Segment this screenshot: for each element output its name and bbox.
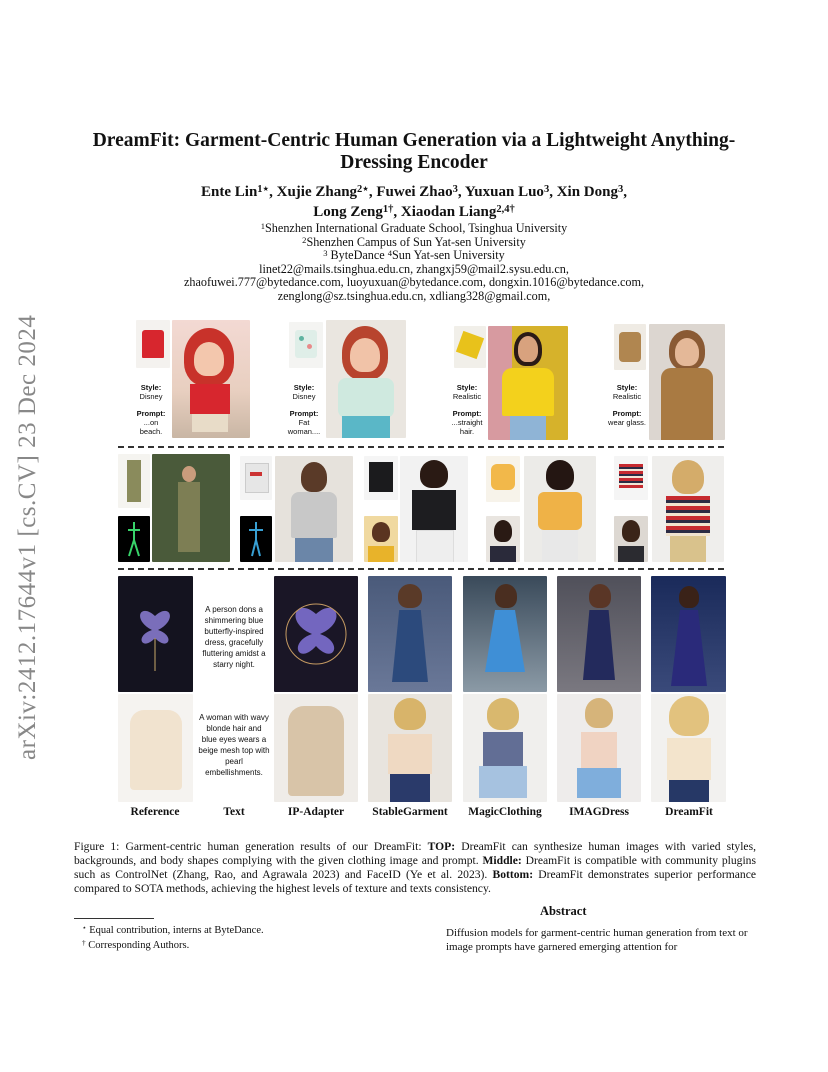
reference-image-mesh-top bbox=[118, 694, 193, 802]
column-label-dreamfit: DreamFit bbox=[665, 806, 713, 818]
footnote-rule bbox=[74, 918, 154, 919]
generated-image-floral-crop-face bbox=[524, 456, 596, 562]
face-image-faceid-1 bbox=[364, 516, 398, 562]
style-prompt-label-2: Style: Disney Prompt: Fat woman.... bbox=[287, 383, 321, 436]
author-line-2: Long Zeng$^{1\dagger}$, Xiaodan Liang$^{2,4\dagger}$ bbox=[313, 204, 515, 220]
generated-image-disney-beach bbox=[172, 320, 250, 438]
face-image-faceid-3 bbox=[614, 516, 648, 562]
column-label-stablegarment: StableGarment bbox=[372, 806, 448, 818]
author: Ente Lin$^{1⋆}$ bbox=[201, 184, 270, 200]
style-prompt-label-1: Style: Disney Prompt: ...on beach. bbox=[136, 383, 166, 436]
section-divider-bottom bbox=[118, 568, 724, 570]
author: Fuwei Zhao$^3$ bbox=[376, 184, 458, 200]
column-label-text: Text bbox=[223, 806, 245, 818]
stablegarment-result-butterfly bbox=[368, 576, 452, 692]
author: Xiaodan Liang$^{2,4\dagger}$ bbox=[400, 204, 515, 220]
generated-image-grey-tee-pose bbox=[275, 456, 353, 562]
affiliation: $^1$Shenzhen International Graduate School, Tsinghua University bbox=[260, 221, 568, 235]
garment-image-patterned-jacket bbox=[614, 324, 646, 370]
magicclothing-result-mesh-top bbox=[463, 694, 547, 802]
dreamfit-result-mesh-top bbox=[651, 694, 726, 802]
ipadapter-result-butterfly bbox=[274, 576, 358, 692]
style-prompt-label-4: Style: Realistic Prompt: wear glass. bbox=[608, 383, 646, 427]
imagdress-result-butterfly bbox=[557, 576, 641, 692]
affiliation: $^2$Shenzhen Campus of Sun Yat-sen University bbox=[302, 234, 526, 249]
generated-image-striped-face bbox=[652, 456, 724, 562]
generated-image-realistic-yellow bbox=[488, 326, 568, 440]
column-label-ip-adapter: IP-Adapter bbox=[287, 806, 345, 818]
generated-image-realistic-glasses bbox=[649, 324, 725, 440]
style-prompt-label-3: Style: Realistic Prompt: ...straight hair. bbox=[451, 383, 483, 436]
garment-image-floral-tee bbox=[289, 322, 323, 368]
affiliations bbox=[60, 222, 768, 303]
abstract-heading: Abstract bbox=[540, 904, 587, 918]
email-line: zenglong@sz.tsinghua.edu.cn, xdliang328@gmail.com, bbox=[277, 288, 551, 303]
column-label-imagdress: IMAGDress bbox=[569, 806, 629, 818]
email-line: zhaofuwei.777@bytedance.com, luoyuxuan@bytedance.com, dongxin.1016@bytedance.com, bbox=[183, 275, 645, 289]
author: Xujie Zhang$^{2⋆}$ bbox=[276, 184, 369, 200]
prompt-text-mesh-top: A woman with wavy blonde hair and blue eyes wears a beige mesh top with pearl embellishments. bbox=[198, 713, 270, 777]
figure-caption: Figure 1: Garment-centric human generation results of our DreamFit: TOP: DreamFit can synthesize human images with varied styles, backgrounds, and body shapes complying with the given clothing image and prompt. Middle: DreamFit is compatible with community plugins such as ControlNet (Zhang, Rao, and Agrawala 2023) and FaceID (Ye et al. 2023). Bottom: DreamFit demonstrates superior performance compared to SOTA methods, achieving the highest levels of texture and texts consistency. bbox=[74, 840, 756, 895]
reference-image-butterfly-dress bbox=[118, 576, 193, 692]
footnote-equal-contribution: ⋆ Equal contribution, interns at ByteDance. bbox=[82, 923, 264, 936]
arxiv-side-label: arXiv:2412.17644v1 [cs.CV] 23 Dec 2024 bbox=[14, 314, 41, 760]
garment-image-striped-top bbox=[614, 456, 648, 500]
column-label-reference: Reference bbox=[130, 806, 180, 818]
garment-image-yellow-top bbox=[454, 326, 486, 368]
face-image-faceid-2 bbox=[486, 516, 520, 562]
pose-image-controlnet-1 bbox=[118, 516, 150, 562]
garment-image-red-tee bbox=[136, 320, 170, 368]
pose-image-controlnet-2 bbox=[240, 516, 272, 562]
stablegarment-result-mesh-top bbox=[368, 694, 452, 802]
footnote-corresponding: † Corresponding Authors. bbox=[82, 938, 190, 951]
author: Yuxuan Luo$^3$ bbox=[464, 184, 550, 200]
generated-image-disney-fat-woman bbox=[326, 320, 406, 438]
author: Long Zeng$^{1\dagger}$ bbox=[313, 204, 394, 220]
section-divider-top bbox=[118, 446, 724, 448]
ipadapter-result-mesh-top bbox=[274, 694, 358, 802]
garment-image-black-tee bbox=[364, 456, 398, 500]
author-list bbox=[60, 182, 768, 222]
email-line: linet22@mails.tsinghua.edu.cn, zhangxj59@mail2.sysu.edu.cn, bbox=[259, 261, 569, 276]
generated-image-overalls-pose bbox=[152, 454, 230, 562]
abstract-body: Diffusion models for garment-centric human generation from text or image prompts have garnered emerging attention for bbox=[446, 927, 748, 953]
garment-image-overalls bbox=[118, 454, 150, 508]
generated-image-black-tee-face bbox=[400, 456, 468, 562]
author: Xin Dong$^3$ bbox=[556, 184, 624, 200]
affiliation: $^3$ ByteDance $^4$Sun Yat-sen University bbox=[323, 248, 505, 262]
paper-title: DreamFit: Garment-Centric Human Generation via a Lightweight Anything-Dressing Encoder bbox=[92, 130, 736, 173]
garment-image-grey-tee bbox=[240, 456, 272, 500]
prompt-text-butterfly: A person dons a shimmering blue butterfly-inspired dress, gracefully fluttering amidst a starry night. bbox=[202, 605, 266, 669]
imagdress-result-mesh-top bbox=[557, 694, 641, 802]
magicclothing-result-butterfly bbox=[463, 576, 547, 692]
column-label-magicclothing: MagicClothing bbox=[468, 806, 542, 818]
garment-image-floral-crop-top bbox=[486, 456, 520, 502]
author-line-1: Ente Lin$^{1⋆}$, Xujie Zhang$^{2⋆}$, Fuwei Zhao$^3$, Yuxuan Luo$^3$, Xin Dong$^3$, bbox=[201, 184, 627, 200]
dreamfit-result-butterfly bbox=[651, 576, 726, 692]
